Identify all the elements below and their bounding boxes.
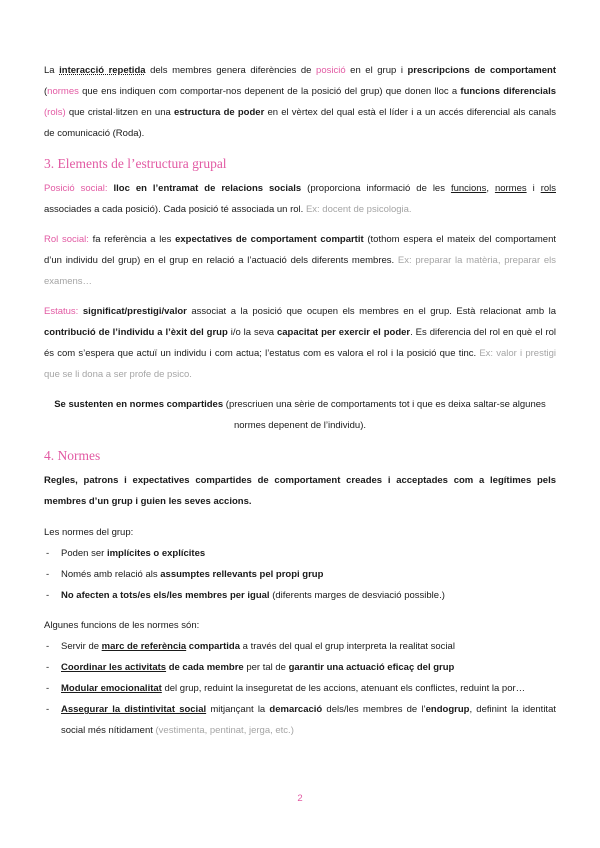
page-number: 2 [297,793,303,804]
list-item: - Poden ser implícites o explícites [46,548,206,559]
estatus-paragraph: Estatus: significat/prestigi/valor associat a la posició que ocupen els membres en el grup. Està relacionat amb la contribució de l’individu a l’èxit del grup i/o la seva capacitat per exercir el poder. Es diferencia del rol en què el rol és com s’espera que actuï un individu i com actua; l’estatus com es valora el rol i la posició que tinc. Ex: valor i prestigi que se li dona a ser profe de psico. [44,306,557,380]
normes-definition: Regles, patrons i expectatives compartides de comportament creades i acceptades com a legítimes pels membres d’un grup i guien les seves accions. [44,475,556,507]
funcions-list-title: Algunes funcions de les normes són: [44,620,200,631]
normes-list-title: Les normes del grup: [44,527,134,538]
list-item: - Servir de marc de referència compartida a través del qual el grup interpreta la realitat social [46,641,455,652]
document-page [44,60,556,741]
list-item: - Modular emocionalitat del grup, reduint la inseguretat de les accions, atenuant els conflictes, reduint la por… [46,683,526,694]
list-item: - Només amb relació als assumptes rellevants pel propi grup [46,569,324,580]
sustenten-paragraph: Se sustenten en normes compartides (prescriuen una sèrie de comportaments tot i que es deixa saltar-se algunes normes depenent de l’individu). [54,399,546,431]
intro-paragraph: La interacció repetida dels membres genera diferències de posició en el grup i prescripcions de comportament (normes que ens indiquen com comportar-nos depenent de la posició del grup) que donen lloc a funcions diferencials (rols) que cristal·litzen en una estructura de poder en el vèrtex del qual està el líder i a un accés diferencial als canals de comunicació (Roda). [44,65,557,139]
posicio-social-paragraph: Posició social: lloc en l’entramat de relacions socials (proporciona informació de les funcions, normes i rols associades a cada posició). Cada posició té associada un rol. Ex: docent de psicologia. [44,183,556,215]
normes-list [44,543,556,606]
rol-social-paragraph: Rol social: fa referència a les expectatives de comportament compartit (tothom espera el mateix del comportament d’un individu del grup) en el grup en relació a l’actuació dels diferents membres. Ex: preparar la matèria, preparar els examens… [44,234,557,287]
funcions-list [44,636,556,741]
list-item: - Coordinar les activitats de cada membre per tal de garantir una actuació eficaç del grup [46,662,455,673]
section-4-heading: 4. Normes [44,448,101,463]
list-item: - Assegurar la distintivitat social mitjançant la demarcació dels/les membres de l’endogrup, definint la identitat social més nítidament (vestimenta, pentinat, jerga, etc.) [46,704,556,736]
list-item: - No afecten a tots/es els/les membres per igual (diferents marges de desviació possible.) [46,590,445,601]
section-3-heading: 3. Elements de l’estructura grupal [44,156,227,171]
